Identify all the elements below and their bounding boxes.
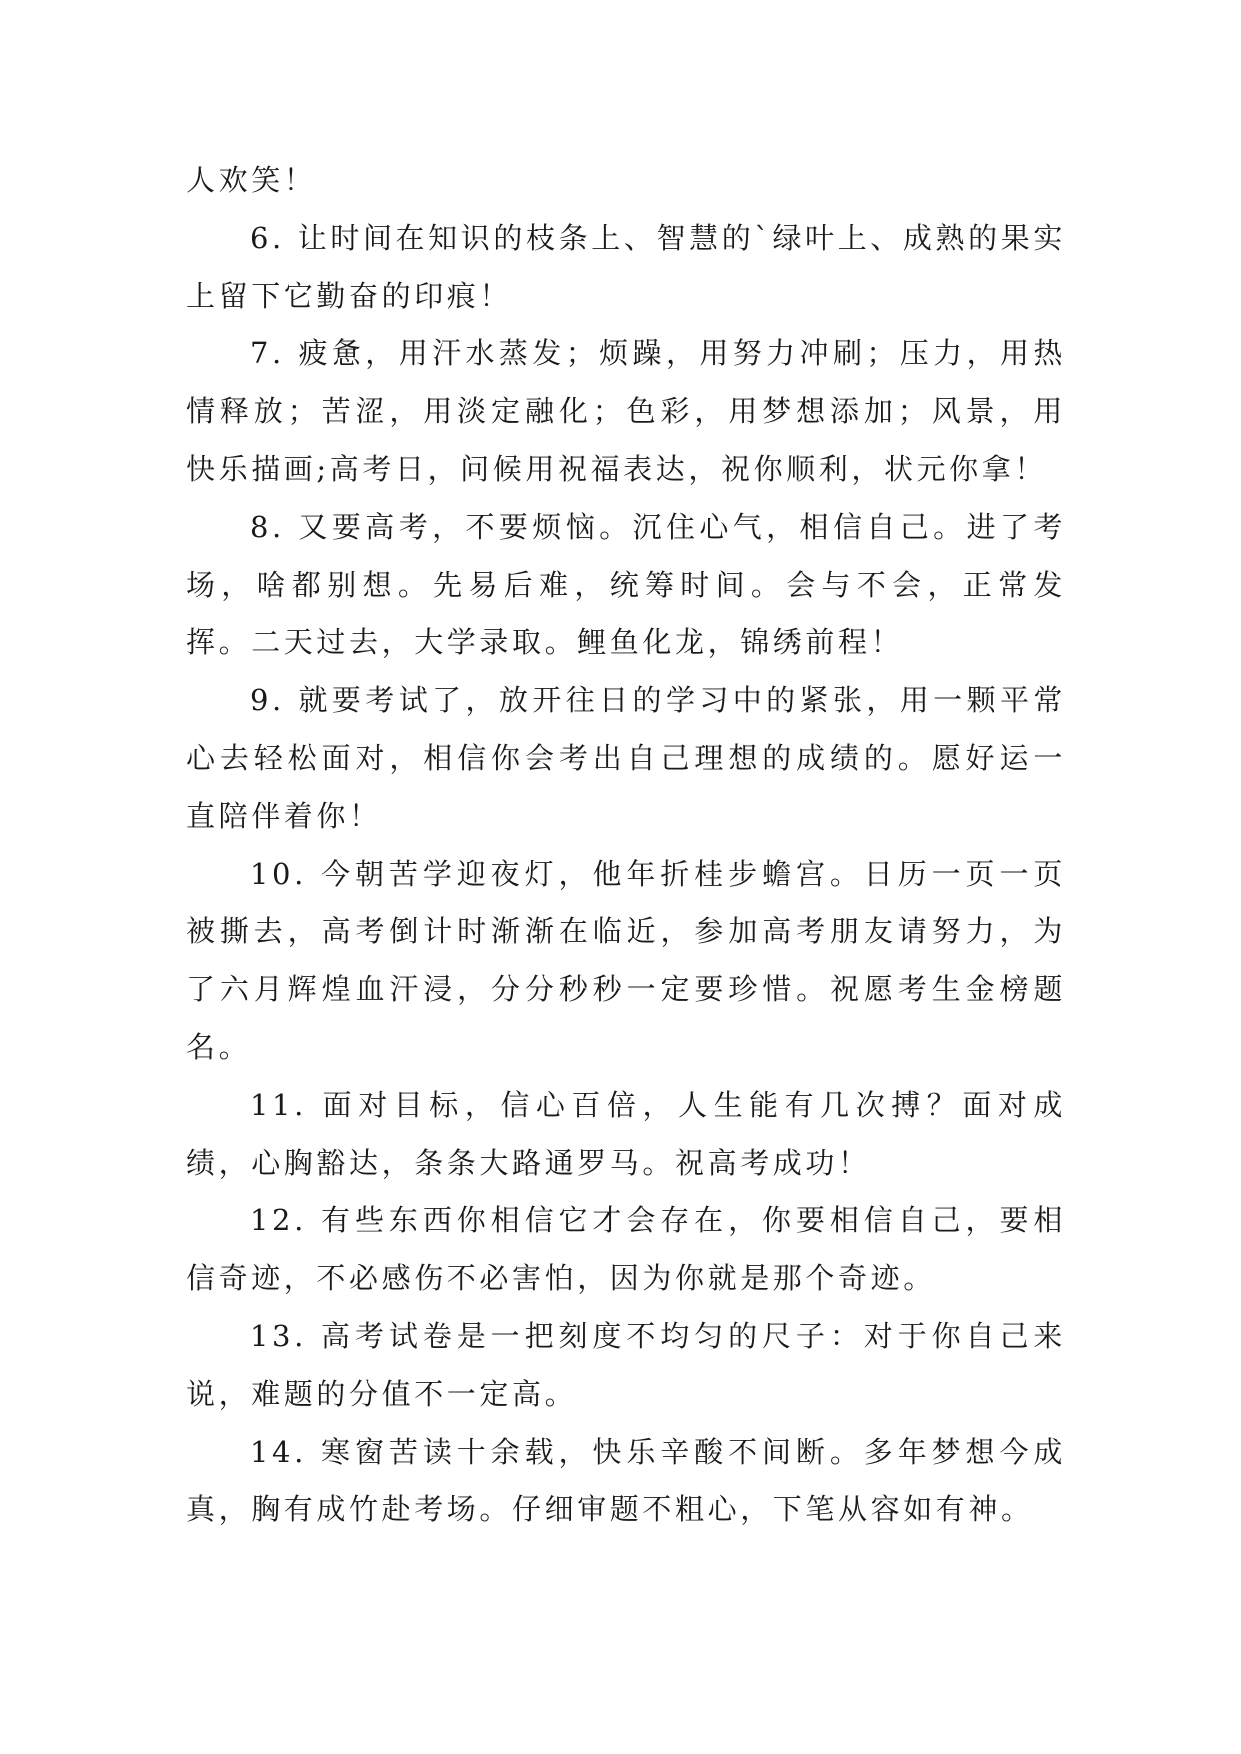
- document-body: [186, 152, 1066, 1539]
- paragraph-item-6: 6. 让时间在知识的枝条上、智慧的`绿叶上、成熟的果实上留下它勤奋的印痕！: [186, 220, 1066, 313]
- paragraph-item-11: 11. 面对目标，信心百倍，人生能有几次搏？面对成绩，心胸豁达，条条大路通罗马。祝高考成功！: [186, 1087, 1066, 1180]
- paragraph-item-14: 14. 寒窗苦读十余载，快乐辛酸不间断。多年梦想今成真，胸有成竹赴考场。仔细审题不粗心，下笔从容如有神。: [186, 1434, 1066, 1527]
- paragraph-item-12: 12. 有些东西你相信它才会存在，你要相信自己，要相信奇迹，不必感伤不必害怕，因为你就是那个奇迹。: [186, 1203, 1066, 1296]
- paragraph-item-7: 7. 疲惫，用汗水蒸发；烦躁，用努力冲刷；压力，用热情释放；苦涩，用淡定融化；色彩，用梦想添加；风景，用快乐描画;高考日，问候用祝福表达，祝你顺利，状元你拿！: [186, 336, 1066, 486]
- paragraph-item-9: 9. 就要考试了，放开往日的学习中的紧张，用一颗平常心去轻松面对，相信你会考出自己理想的成绩的。愿好运一直陪伴着你！: [186, 683, 1066, 833]
- paragraph-item-10: 10. 今朝苦学迎夜灯，他年折桂步蟾宫。日历一页一页被撕去，高考倒计时渐渐在临近，参加高考朋友请努力，为了六月辉煌血汗浸，分分秒秒一定要珍惜。祝愿考生金榜题名。: [186, 856, 1066, 1064]
- paragraph-item-13: 13. 高考试卷是一把刻度不均匀的尺子：对于你自己来说，难题的分值不一定高。: [186, 1318, 1066, 1411]
- paragraph-item-8: 8. 又要高考，不要烦恼。沉住心气，相信自己。进了考场，啥都别想。先易后难，统筹时间。会与不会，正常发挥。二天过去，大学录取。鲤鱼化龙，锦绣前程！: [186, 509, 1066, 660]
- paragraph-continuation: 人欢笑！: [186, 163, 317, 197]
